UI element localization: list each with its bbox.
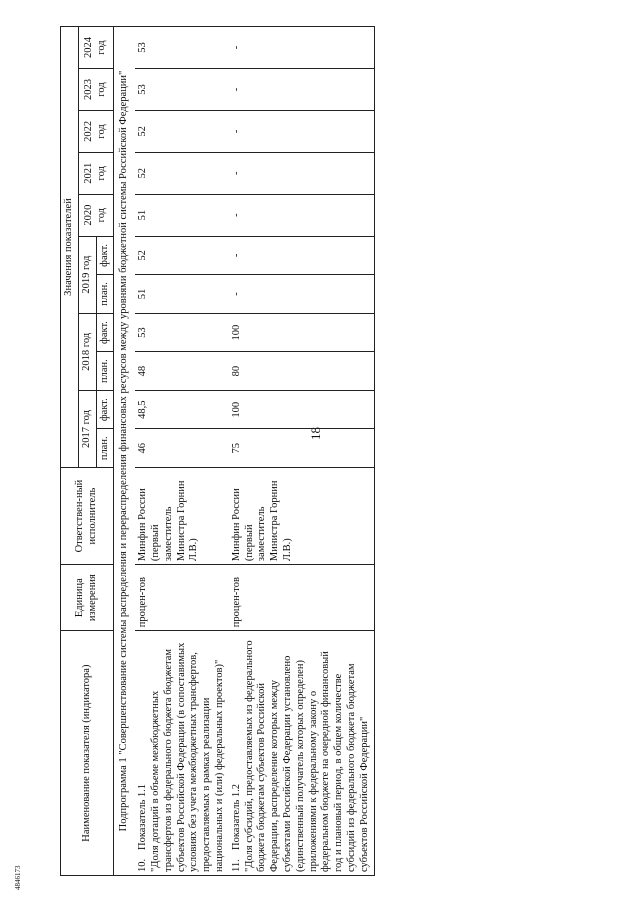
indicator-description: "Доля субсидий, предоставляемых из федерального бюджета бюджетам субъектов Российской Федерации, распределение которых между субъектами Российской Федерации установлено (единственный получатель которых определен) приложениями к федеральному закону о федеральном бюджете на очередной финансовый год и плановый период, в общем количестве субсидий из федерального бюджета бюджетам субъектов Российской Федерации" — [243, 640, 370, 872]
header-2021: 2021 год — [78, 152, 114, 194]
indicator-description: "Доля дотаций в объеме межбюджетных трансфертов из федерального бюджета бюджетам субъектов Российской Федерации (в сопоставимых условиях без учета межбюджетных трансфертов, предоставляемых в рамках реализации национальных и (или) федеральных проектов)" — [149, 642, 225, 872]
indicator-title: Показатель 1.1 — [137, 784, 149, 850]
value-2017-plan: 46 — [135, 429, 229, 468]
indicators-table — [60, 26, 375, 876]
value-2017-fact: 48,5 — [135, 390, 229, 429]
value-2023: 53 — [135, 69, 229, 111]
header-values-group: Значения показателей — [61, 27, 79, 468]
header-responsible: Ответствен-ный исполнитель — [61, 468, 114, 565]
value-2020: 51 — [135, 194, 229, 236]
value-2021: - — [229, 152, 374, 194]
indicator-name-cell — [135, 631, 229, 876]
header-2019: 2019 год — [78, 236, 96, 313]
indicator-title: Показатель 1.2 — [230, 784, 242, 850]
header-2022: 2022 год — [78, 110, 114, 152]
value-2019-plan: 51 — [135, 275, 229, 314]
responsible-cell: Минфин России (первый заместитель Министра Горнин Л.В.) — [135, 468, 229, 565]
header-2018-plan: план. — [96, 352, 114, 391]
table-row — [135, 27, 229, 876]
unit-cell: процен-тов — [135, 565, 229, 631]
value-2019-fact: 52 — [135, 236, 229, 275]
value-2018-fact: 100 — [229, 313, 374, 352]
page-number: 18 — [308, 427, 323, 440]
header-2019-plan: план. — [96, 275, 114, 314]
responsible-cell: Минфин России (первый заместитель Министра Горнин Л.В.) — [229, 468, 374, 565]
row-number: 10. — [137, 858, 149, 872]
header-2018-fact: факт. — [96, 313, 114, 352]
value-2018-plan: 80 — [229, 352, 374, 391]
unit-cell: процен-тов — [229, 565, 374, 631]
table-row — [229, 27, 374, 876]
value-2024: - — [229, 27, 374, 69]
value-2022: 52 — [135, 110, 229, 152]
value-2019-fact: - — [229, 236, 374, 275]
value-2017-fact: 100 — [229, 390, 374, 429]
header-2024: 2024 год — [78, 27, 114, 69]
value-2020: - — [229, 194, 374, 236]
header-2017: 2017 год — [78, 390, 96, 467]
row-number: 11. — [230, 859, 242, 872]
value-2017-plan: 75 — [229, 429, 374, 468]
header-2019-fact: факт. — [96, 236, 114, 275]
header-2020: 2020 год — [78, 194, 114, 236]
value-2024: 53 — [135, 27, 229, 69]
header-name: Наименование показателя (индикатора) — [61, 631, 114, 876]
document-code: 4846173 — [14, 865, 22, 890]
indicator-name-cell — [229, 631, 374, 876]
value-2019-plan: - — [229, 275, 374, 314]
value-2018-plan: 48 — [135, 352, 229, 391]
value-2023: - — [229, 69, 374, 111]
header-unit: Единица измерения — [61, 565, 114, 631]
value-2018-fact: 53 — [135, 313, 229, 352]
header-2018: 2018 год — [78, 313, 96, 390]
subprogram-title: Подпрограмма 1 "Совершенствование системы распределения и перераспределения финансовых ресурсов между уровнями бюджетной системы Российской Федерации" — [114, 27, 135, 876]
header-2023: 2023 год — [78, 69, 114, 111]
indicators-sheet — [60, 26, 580, 876]
header-2017-fact: факт. — [96, 390, 114, 429]
value-2022: - — [229, 110, 374, 152]
header-2017-plan: план. — [96, 429, 114, 468]
value-2021: 52 — [135, 152, 229, 194]
